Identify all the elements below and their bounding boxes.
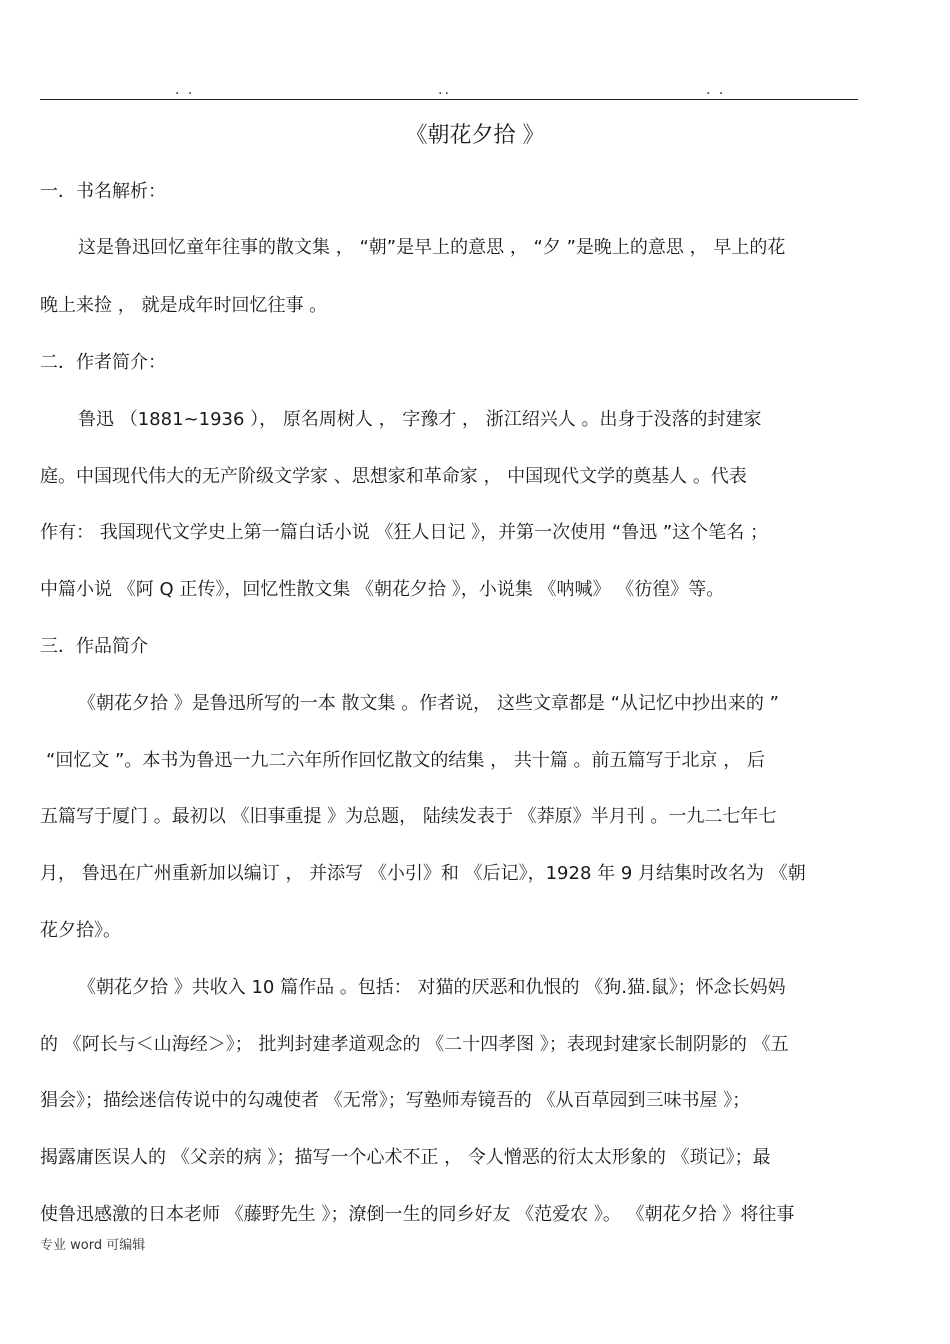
paragraph-line: 猖会》；描绘迷信传说中的勾魂使者 《无常》；写塾师寿镜吾的 《从百草园到三味书屋 》； xyxy=(40,1090,751,1111)
paragraph-line: 晚上来捡 ， 就是成年时回忆往事 。 xyxy=(40,295,328,316)
header-rule xyxy=(40,99,858,100)
paragraph-line: 《朝花夕拾 》共收入 10 篇作品 。包括： 对猫的厌恶和仇恨的 《狗.猫.鼠》；怀念长妈妈 xyxy=(78,977,786,998)
section-heading-author-intro: 二．作者简介： xyxy=(40,352,166,373)
section-heading-work-intro: 三．作品简介 xyxy=(40,636,148,657)
paragraph-line: 花夕拾》。 xyxy=(40,920,121,941)
paragraph-line: “回忆文 ”。本书为鲁迅一九二六年所作回忆散文的结集 ， 共十篇 。前五篇写于北京 ， 后 xyxy=(46,750,765,771)
paragraph-line: 中篇小说 《阿 Q 正传》，回忆性散文集 《朝花夕拾 》，小说集 《呐喊》 《彷徨》等。 xyxy=(40,579,725,600)
header-marks-center: .. xyxy=(438,82,451,98)
paragraph-line: 作有： 我国现代文学史上第一篇白话小说 《狂人日记 》，并第一次使用 “鲁迅 ”这个笔名 ； xyxy=(40,522,768,543)
paragraph-line: 鲁迅 （1881~1936 ）， 原名周树人 ， 字豫才 ， 浙江绍兴人 。出身于没落的封建家 xyxy=(78,409,762,430)
paragraph-line: 五篇写于厦门 。最初以 《旧事重提 》为总题， 陆续发表于 《莽原》半月刊 。一九二七年七 xyxy=(40,806,777,827)
document-title: 《朝花夕拾 》 xyxy=(405,123,545,148)
paragraph-line: 揭露庸医误人的 《父亲的病 》；描写一个心术不正 ， 令人憎恶的衍太太形象的 《琐记》；最 xyxy=(40,1147,771,1168)
paragraph-line: 的 《阿长与＜山海经＞》； 批判封建孝道观念的 《二十四孝图 》；表现封建家长制阴影的 《五 xyxy=(40,1034,789,1055)
paragraph-line: 使鲁迅感激的日本老师 《藤野先生 》；潦倒一生的同乡好友 《范爱农 》。 《朝花夕拾 》将往事 xyxy=(40,1204,795,1225)
paragraph-line: 月， 鲁迅在广州重新加以编订 ， 并添写 《小引》和 《后记》，1928 年 9 月结集时改名为 《朝 xyxy=(40,863,806,884)
header-marks-right: . . xyxy=(706,82,726,98)
section-heading-title-analysis: 一．书名解析： xyxy=(40,181,166,202)
header-marks-left: . . xyxy=(175,82,195,98)
paragraph-line: 《朝花夕拾 》是鲁迅所写的一本 散文集 。作者说， 这些文章都是 “从记忆中抄出来的 ” xyxy=(78,693,779,714)
paragraph-line: 这是鲁迅回忆童年往事的散文集 ， “朝”是早上的意思 ， “夕 ”是晚上的意思 ， 早上的花 xyxy=(78,237,786,258)
footer-note: 专业 word 可编辑 xyxy=(40,1238,146,1253)
paragraph-line: 庭。中国现代伟大的无产阶级文学家 、思想家和革命家 ， 中国现代文学的奠基人 。代表 xyxy=(40,466,747,487)
